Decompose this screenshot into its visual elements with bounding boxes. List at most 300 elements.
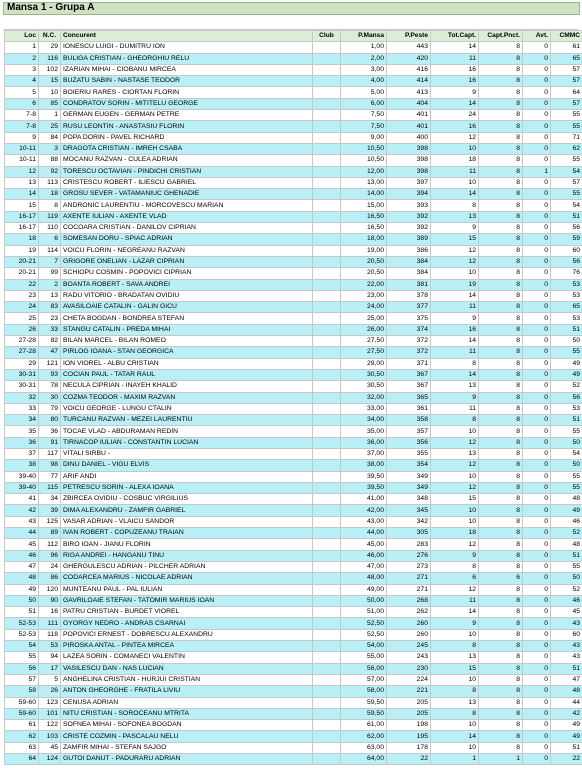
- cell-cmmc[interactable]: 54: [551, 166, 582, 177]
- cell-concurent[interactable]: VASAR ADRIAN - VLAICU SANDOR: [61, 516, 313, 527]
- cell-p-mansa[interactable]: 50,00: [341, 595, 387, 606]
- cell-club[interactable]: [313, 697, 341, 708]
- cell-tot-capt[interactable]: 9: [431, 392, 479, 403]
- cell-p-peste[interactable]: 393: [387, 200, 431, 211]
- cell-tot-capt[interactable]: 12: [431, 132, 479, 143]
- cell-capt-pnct[interactable]: 8: [479, 143, 523, 154]
- cell-avt[interactable]: 0: [523, 641, 551, 652]
- cell-p-mansa[interactable]: 4,00: [341, 76, 387, 87]
- cell-concurent[interactable]: IONESCU LUIGI - DUMITRU ION: [61, 42, 313, 53]
- cell-capt-pnct[interactable]: 8: [479, 686, 523, 697]
- cell-tot-capt[interactable]: 9: [431, 87, 479, 98]
- cell-cmmc[interactable]: 59: [551, 234, 582, 245]
- cell-loc[interactable]: 13: [5, 177, 39, 188]
- cell-club[interactable]: [313, 482, 341, 493]
- cell-p-mansa[interactable]: 43,00: [341, 516, 387, 527]
- cell-loc[interactable]: 61: [5, 720, 39, 731]
- cell-capt-pnct[interactable]: 8: [479, 177, 523, 188]
- cell-nc[interactable]: 98: [39, 460, 61, 471]
- cell-p-peste[interactable]: 198: [387, 720, 431, 731]
- cell-tot-capt[interactable]: 24: [431, 110, 479, 121]
- cell-nc[interactable]: 8: [39, 200, 61, 211]
- cell-p-peste[interactable]: 367: [387, 369, 431, 380]
- cell-loc[interactable]: 34: [5, 415, 39, 426]
- cell-tot-capt[interactable]: 6: [431, 573, 479, 584]
- cell-loc[interactable]: 33: [5, 403, 39, 414]
- cell-p-mansa[interactable]: 13,00: [341, 177, 387, 188]
- cell-capt-pnct[interactable]: 8: [479, 279, 523, 290]
- cell-capt-pnct[interactable]: 8: [479, 674, 523, 685]
- cell-cmmc[interactable]: 50: [551, 336, 582, 347]
- cell-nc[interactable]: 122: [39, 720, 61, 731]
- cell-tot-capt[interactable]: 12: [431, 245, 479, 256]
- cell-cmmc[interactable]: 55: [551, 110, 582, 121]
- cell-p-peste[interactable]: 401: [387, 110, 431, 121]
- cell-concurent[interactable]: POPA DORIN - PAVEL RICHARD: [61, 132, 313, 143]
- cell-concurent[interactable]: ANGHELINA CRISTIAN - HURJUI CRISTIAN: [61, 674, 313, 685]
- cell-loc[interactable]: 38: [5, 460, 39, 471]
- cell-p-mansa[interactable]: 34,00: [341, 415, 387, 426]
- cell-cmmc[interactable]: 52: [551, 584, 582, 595]
- cell-cmmc[interactable]: 48: [551, 494, 582, 505]
- cell-tot-capt[interactable]: 12: [431, 482, 479, 493]
- cell-capt-pnct[interactable]: 8: [479, 708, 523, 719]
- cell-p-mansa[interactable]: 37,00: [341, 448, 387, 459]
- cell-loc[interactable]: 36: [5, 437, 39, 448]
- cell-loc[interactable]: 18: [5, 234, 39, 245]
- cell-club[interactable]: [313, 64, 341, 75]
- cell-p-peste[interactable]: 365: [387, 392, 431, 403]
- cell-tot-capt[interactable]: 12: [431, 460, 479, 471]
- cell-avt[interactable]: 1: [523, 166, 551, 177]
- cell-tot-capt[interactable]: 13: [431, 381, 479, 392]
- cell-nc[interactable]: 77: [39, 471, 61, 482]
- cell-p-mansa[interactable]: 52,50: [341, 618, 387, 629]
- cell-club[interactable]: [313, 166, 341, 177]
- cell-p-peste[interactable]: 375: [387, 313, 431, 324]
- cell-concurent[interactable]: PETRESCU SORIN - ALEXA IOANA: [61, 482, 313, 493]
- cell-avt[interactable]: 0: [523, 505, 551, 516]
- cell-p-mansa[interactable]: 14,00: [341, 189, 387, 200]
- cell-nc[interactable]: 91: [39, 437, 61, 448]
- cell-concurent[interactable]: CONDRATOV SORIN - MITITELU GEORGE: [61, 98, 313, 109]
- cell-loc[interactable]: 14: [5, 189, 39, 200]
- cell-cmmc[interactable]: 64: [551, 87, 582, 98]
- cell-nc[interactable]: 53: [39, 641, 61, 652]
- cell-p-peste[interactable]: 268: [387, 595, 431, 606]
- cell-cmmc[interactable]: 46: [551, 516, 582, 527]
- cell-capt-pnct[interactable]: 8: [479, 516, 523, 527]
- cell-p-peste[interactable]: 367: [387, 381, 431, 392]
- cell-cmmc[interactable]: 60: [551, 245, 582, 256]
- cell-nc[interactable]: 34: [39, 494, 61, 505]
- cell-p-mansa[interactable]: 15,00: [341, 200, 387, 211]
- cell-cmmc[interactable]: 61: [551, 42, 582, 53]
- cell-loc[interactable]: 25: [5, 313, 39, 324]
- cell-nc[interactable]: 45: [39, 742, 61, 753]
- cell-p-mansa[interactable]: 56,00: [341, 663, 387, 674]
- cell-p-peste[interactable]: 22: [387, 754, 431, 765]
- cell-p-peste[interactable]: 414: [387, 76, 431, 87]
- cell-loc[interactable]: 6: [5, 98, 39, 109]
- cell-capt-pnct[interactable]: 8: [479, 415, 523, 426]
- cell-p-mansa[interactable]: 29,00: [341, 358, 387, 369]
- cell-avt[interactable]: 0: [523, 448, 551, 459]
- cell-loc[interactable]: 47: [5, 561, 39, 572]
- cell-p-peste[interactable]: 371: [387, 358, 431, 369]
- cell-p-peste[interactable]: 384: [387, 268, 431, 279]
- cell-concurent[interactable]: GHERGULESCU ADRIAN - PILCHER ADRIAN: [61, 561, 313, 572]
- cell-avt[interactable]: 0: [523, 573, 551, 584]
- cell-concurent[interactable]: ZBIRCEA OVIDIU - COSBUC VIRGILIUS: [61, 494, 313, 505]
- cell-p-peste[interactable]: 260: [387, 629, 431, 640]
- cell-p-peste[interactable]: 205: [387, 697, 431, 708]
- cell-cmmc[interactable]: 49: [551, 505, 582, 516]
- cell-club[interactable]: [313, 268, 341, 279]
- cell-capt-pnct[interactable]: 8: [479, 268, 523, 279]
- cell-capt-pnct[interactable]: 8: [479, 731, 523, 742]
- cell-club[interactable]: [313, 720, 341, 731]
- header-p-peste[interactable]: P.Peste: [387, 31, 431, 42]
- cell-capt-pnct[interactable]: 8: [479, 324, 523, 335]
- cell-avt[interactable]: 0: [523, 358, 551, 369]
- cell-club[interactable]: [313, 460, 341, 471]
- cell-p-peste[interactable]: 355: [387, 448, 431, 459]
- cell-concurent[interactable]: CRISTE COZMIN - PASCALAU NELU: [61, 731, 313, 742]
- cell-tot-capt[interactable]: 10: [431, 742, 479, 753]
- cell-loc[interactable]: 39-40: [5, 482, 39, 493]
- cell-p-peste[interactable]: 394: [387, 189, 431, 200]
- cell-concurent[interactable]: AVASILOAIE CATALIN - GALIN GICU: [61, 302, 313, 313]
- cell-p-peste[interactable]: 356: [387, 437, 431, 448]
- cell-capt-pnct[interactable]: 8: [479, 528, 523, 539]
- cell-cmmc[interactable]: 45: [551, 607, 582, 618]
- cell-loc[interactable]: 7-8: [5, 121, 39, 132]
- cell-club[interactable]: [313, 641, 341, 652]
- cell-capt-pnct[interactable]: 8: [479, 98, 523, 109]
- cell-p-peste[interactable]: 230: [387, 663, 431, 674]
- cell-loc[interactable]: 41: [5, 494, 39, 505]
- cell-loc[interactable]: 20-21: [5, 268, 39, 279]
- cell-nc[interactable]: 30: [39, 392, 61, 403]
- cell-p-mansa[interactable]: 33,00: [341, 403, 387, 414]
- cell-p-peste[interactable]: 443: [387, 42, 431, 53]
- cell-club[interactable]: [313, 708, 341, 719]
- cell-avt[interactable]: 0: [523, 53, 551, 64]
- cell-capt-pnct[interactable]: 8: [479, 223, 523, 234]
- cell-club[interactable]: [313, 324, 341, 335]
- cell-avt[interactable]: 0: [523, 234, 551, 245]
- cell-loc[interactable]: 48: [5, 573, 39, 584]
- cell-capt-pnct[interactable]: 8: [479, 42, 523, 53]
- cell-p-mansa[interactable]: 47,00: [341, 561, 387, 572]
- cell-nc[interactable]: 111: [39, 618, 61, 629]
- cell-tot-capt[interactable]: 14: [431, 369, 479, 380]
- cell-capt-pnct[interactable]: 8: [479, 245, 523, 256]
- cell-concurent[interactable]: BUZATU SABIN - NASTASE TEODOR: [61, 76, 313, 87]
- cell-cmmc[interactable]: 56: [551, 392, 582, 403]
- cell-avt[interactable]: 0: [523, 720, 551, 731]
- cell-cmmc[interactable]: 43: [551, 618, 582, 629]
- cell-cmmc[interactable]: 49: [551, 720, 582, 731]
- cell-nc[interactable]: 92: [39, 166, 61, 177]
- cell-p-peste[interactable]: 401: [387, 121, 431, 132]
- cell-loc[interactable]: 37: [5, 448, 39, 459]
- cell-loc[interactable]: 59-60: [5, 708, 39, 719]
- cell-p-peste[interactable]: 400: [387, 132, 431, 143]
- cell-p-mansa[interactable]: 19,00: [341, 245, 387, 256]
- cell-loc[interactable]: 57: [5, 674, 39, 685]
- cell-p-mansa[interactable]: 45,00: [341, 539, 387, 550]
- cell-club[interactable]: [313, 121, 341, 132]
- cell-loc[interactable]: 7-8: [5, 110, 39, 121]
- cell-nc[interactable]: 121: [39, 358, 61, 369]
- cell-loc[interactable]: 19: [5, 245, 39, 256]
- cell-nc[interactable]: 33: [39, 324, 61, 335]
- cell-tot-capt[interactable]: 10: [431, 177, 479, 188]
- cell-cmmc[interactable]: 51: [551, 550, 582, 561]
- cell-avt[interactable]: 0: [523, 607, 551, 618]
- cell-tot-capt[interactable]: 18: [431, 155, 479, 166]
- cell-p-peste[interactable]: 378: [387, 290, 431, 301]
- cell-p-peste[interactable]: 398: [387, 166, 431, 177]
- cell-concurent[interactable]: ANTON GHEORGHE - FRATILA LIVIU: [61, 686, 313, 697]
- cell-cmmc[interactable]: 51: [551, 742, 582, 753]
- cell-capt-pnct[interactable]: 8: [479, 358, 523, 369]
- cell-p-peste[interactable]: 413: [387, 87, 431, 98]
- cell-cmmc[interactable]: 56: [551, 223, 582, 234]
- cell-avt[interactable]: 0: [523, 200, 551, 211]
- cell-cmmc[interactable]: 53: [551, 279, 582, 290]
- cell-cmmc[interactable]: 50: [551, 460, 582, 471]
- cell-concurent[interactable]: GROSU SEVER - VATAMANIUC GHENADIE: [61, 189, 313, 200]
- cell-p-peste[interactable]: 273: [387, 561, 431, 572]
- cell-avt[interactable]: 0: [523, 143, 551, 154]
- cell-capt-pnct[interactable]: 8: [479, 584, 523, 595]
- cell-club[interactable]: [313, 539, 341, 550]
- cell-p-mansa[interactable]: 10,50: [341, 155, 387, 166]
- cell-concurent[interactable]: MUNTEANU PAUL - PAL IULIAN: [61, 584, 313, 595]
- cell-p-mansa[interactable]: 27,50: [341, 347, 387, 358]
- cell-avt[interactable]: 0: [523, 539, 551, 550]
- cell-capt-pnct[interactable]: 8: [479, 607, 523, 618]
- cell-capt-pnct[interactable]: 8: [479, 482, 523, 493]
- cell-tot-capt[interactable]: 8: [431, 686, 479, 697]
- cell-capt-pnct[interactable]: 8: [479, 471, 523, 482]
- cell-concurent[interactable]: BIRO IOAN - JIANU FLORIN: [61, 539, 313, 550]
- cell-tot-capt[interactable]: 14: [431, 336, 479, 347]
- cell-cmmc[interactable]: 55: [551, 426, 582, 437]
- cell-concurent[interactable]: MOCANU RAZVAN - CULEA ADRIAN: [61, 155, 313, 166]
- cell-nc[interactable]: 47: [39, 347, 61, 358]
- cell-avt[interactable]: 0: [523, 652, 551, 663]
- cell-p-mansa[interactable]: 27,50: [341, 336, 387, 347]
- cell-nc[interactable]: 25: [39, 121, 61, 132]
- cell-concurent[interactable]: LAZEA SORIN - COMANECI VALENTIN: [61, 652, 313, 663]
- cell-p-peste[interactable]: 224: [387, 674, 431, 685]
- cell-p-peste[interactable]: 361: [387, 403, 431, 414]
- cell-concurent[interactable]: RIGA ANDREI - HANGANU TINU: [61, 550, 313, 561]
- cell-concurent[interactable]: ZAMFIR MIHAI - STEFAN SAJGO: [61, 742, 313, 753]
- cell-p-mansa[interactable]: 12,00: [341, 166, 387, 177]
- cell-avt[interactable]: 0: [523, 98, 551, 109]
- cell-capt-pnct[interactable]: 8: [479, 336, 523, 347]
- cell-p-peste[interactable]: 305: [387, 528, 431, 539]
- cell-club[interactable]: [313, 448, 341, 459]
- cell-tot-capt[interactable]: 13: [431, 652, 479, 663]
- cell-tot-capt[interactable]: 16: [431, 121, 479, 132]
- cell-cmmc[interactable]: 43: [551, 652, 582, 663]
- cell-p-mansa[interactable]: 42,00: [341, 505, 387, 516]
- cell-club[interactable]: [313, 302, 341, 313]
- cell-avt[interactable]: 0: [523, 550, 551, 561]
- cell-loc[interactable]: 32: [5, 392, 39, 403]
- cell-nc[interactable]: 96: [39, 550, 61, 561]
- cell-club[interactable]: [313, 336, 341, 347]
- cell-avt[interactable]: 0: [523, 268, 551, 279]
- cell-tot-capt[interactable]: 10: [431, 629, 479, 640]
- cell-p-peste[interactable]: 420: [387, 53, 431, 64]
- cell-capt-pnct[interactable]: 8: [479, 652, 523, 663]
- cell-tot-capt[interactable]: 16: [431, 324, 479, 335]
- cell-capt-pnct[interactable]: 8: [479, 641, 523, 652]
- cell-p-mansa[interactable]: 22,00: [341, 279, 387, 290]
- cell-nc[interactable]: 2: [39, 279, 61, 290]
- cell-club[interactable]: [313, 279, 341, 290]
- cell-tot-capt[interactable]: 8: [431, 358, 479, 369]
- cell-club[interactable]: [313, 155, 341, 166]
- cell-concurent[interactable]: PIRLOG IOANA - STAN GEORGICA: [61, 347, 313, 358]
- cell-tot-capt[interactable]: 10: [431, 505, 479, 516]
- cell-cmmc[interactable]: 57: [551, 64, 582, 75]
- cell-concurent[interactable]: SOMESAN DORU - SPIAC ADRIAN: [61, 234, 313, 245]
- cell-p-peste[interactable]: 357: [387, 426, 431, 437]
- cell-club[interactable]: [313, 573, 341, 584]
- cell-avt[interactable]: 0: [523, 742, 551, 753]
- cell-loc[interactable]: 46: [5, 550, 39, 561]
- cell-tot-capt[interactable]: 14: [431, 607, 479, 618]
- cell-concurent[interactable]: DINU DANIEL - VIGU ELVIS: [61, 460, 313, 471]
- cell-club[interactable]: [313, 505, 341, 516]
- cell-club[interactable]: [313, 132, 341, 143]
- cell-p-mansa[interactable]: 9,00: [341, 132, 387, 143]
- cell-capt-pnct[interactable]: 8: [479, 132, 523, 143]
- cell-loc[interactable]: 35: [5, 426, 39, 437]
- cell-p-peste[interactable]: 372: [387, 336, 431, 347]
- cell-loc[interactable]: 55: [5, 652, 39, 663]
- cell-avt[interactable]: 0: [523, 392, 551, 403]
- cell-p-peste[interactable]: 345: [387, 505, 431, 516]
- cell-p-mansa[interactable]: 64,00: [341, 754, 387, 765]
- cell-p-peste[interactable]: 342: [387, 516, 431, 527]
- cell-cmmc[interactable]: 53: [551, 403, 582, 414]
- cell-club[interactable]: [313, 110, 341, 121]
- cell-concurent[interactable]: VASILESCU DAN - NAS LUCIAN: [61, 663, 313, 674]
- cell-loc[interactable]: 39-40: [5, 471, 39, 482]
- cell-capt-pnct[interactable]: 8: [479, 561, 523, 572]
- cell-nc[interactable]: 82: [39, 336, 61, 347]
- cell-nc[interactable]: 7: [39, 256, 61, 267]
- cell-p-mansa[interactable]: 49,00: [341, 584, 387, 595]
- cell-loc[interactable]: 26: [5, 324, 39, 335]
- cell-nc[interactable]: 90: [39, 595, 61, 606]
- cell-concurent[interactable]: GUTOI DANUT - PADURARU ADRIAN: [61, 754, 313, 765]
- cell-tot-capt[interactable]: 15: [431, 234, 479, 245]
- cell-nc[interactable]: 86: [39, 573, 61, 584]
- cell-cmmc[interactable]: 57: [551, 177, 582, 188]
- cell-nc[interactable]: 17: [39, 663, 61, 674]
- cell-avt[interactable]: 0: [523, 324, 551, 335]
- cell-nc[interactable]: 16: [39, 607, 61, 618]
- cell-p-peste[interactable]: 398: [387, 143, 431, 154]
- cell-tot-capt[interactable]: 9: [431, 313, 479, 324]
- cell-p-mansa[interactable]: 41,00: [341, 494, 387, 505]
- cell-avt[interactable]: 0: [523, 460, 551, 471]
- cell-club[interactable]: [313, 313, 341, 324]
- cell-concurent[interactable]: AXENTE IULIAN - AXENTE VLAD: [61, 211, 313, 222]
- cell-loc[interactable]: 52-53: [5, 618, 39, 629]
- cell-loc[interactable]: 44: [5, 528, 39, 539]
- cell-tot-capt[interactable]: 14: [431, 42, 479, 53]
- cell-tot-capt[interactable]: 8: [431, 641, 479, 652]
- cell-p-peste[interactable]: 377: [387, 302, 431, 313]
- cell-cmmc[interactable]: 50: [551, 573, 582, 584]
- cell-club[interactable]: [313, 686, 341, 697]
- cell-cmmc[interactable]: 44: [551, 697, 582, 708]
- cell-p-mansa[interactable]: 51,00: [341, 607, 387, 618]
- cell-loc[interactable]: 58: [5, 686, 39, 697]
- cell-concurent[interactable]: IZARIAN MIHAI - CIOBANU MIRCEA: [61, 64, 313, 75]
- cell-p-mansa[interactable]: 35,00: [341, 426, 387, 437]
- cell-avt[interactable]: 0: [523, 754, 551, 765]
- cell-capt-pnct[interactable]: 8: [479, 460, 523, 471]
- cell-avt[interactable]: 0: [523, 482, 551, 493]
- cell-capt-pnct[interactable]: 8: [479, 155, 523, 166]
- cell-capt-pnct[interactable]: 8: [479, 550, 523, 561]
- cell-club[interactable]: [313, 53, 341, 64]
- cell-concurent[interactable]: COZMA TEODOR - MAXIM RAZVAN: [61, 392, 313, 403]
- cell-nc[interactable]: 117: [39, 448, 61, 459]
- cell-capt-pnct[interactable]: 8: [479, 290, 523, 301]
- cell-p-mansa[interactable]: 23,00: [341, 290, 387, 301]
- cell-tot-capt[interactable]: 14: [431, 290, 479, 301]
- cell-avt[interactable]: 0: [523, 223, 551, 234]
- cell-club[interactable]: [313, 595, 341, 606]
- cell-avt[interactable]: 0: [523, 618, 551, 629]
- cell-cmmc[interactable]: 52: [551, 528, 582, 539]
- cell-concurent[interactable]: GERMAN EUGEN - GERMAN PETRE: [61, 110, 313, 121]
- cell-concurent[interactable]: RUSU LEONTIN - ANASTASIU FLORIN: [61, 121, 313, 132]
- cell-loc[interactable]: 24: [5, 302, 39, 313]
- cell-cmmc[interactable]: 56: [551, 256, 582, 267]
- cell-tot-capt[interactable]: 19: [431, 279, 479, 290]
- cell-loc[interactable]: 9: [5, 132, 39, 143]
- cell-club[interactable]: [313, 234, 341, 245]
- cell-loc[interactable]: 5: [5, 87, 39, 98]
- header-tot-capt[interactable]: Tot.Capt.: [431, 31, 479, 42]
- cell-club[interactable]: [313, 584, 341, 595]
- cell-club[interactable]: [313, 618, 341, 629]
- cell-p-mansa[interactable]: 18,00: [341, 234, 387, 245]
- cell-nc[interactable]: 78: [39, 381, 61, 392]
- cell-club[interactable]: [313, 200, 341, 211]
- cell-tot-capt[interactable]: 15: [431, 494, 479, 505]
- cell-capt-pnct[interactable]: 8: [479, 437, 523, 448]
- cell-loc[interactable]: 15: [5, 200, 39, 211]
- cell-tot-capt[interactable]: 9: [431, 618, 479, 629]
- cell-p-peste[interactable]: 404: [387, 98, 431, 109]
- cell-cmmc[interactable]: 43: [551, 641, 582, 652]
